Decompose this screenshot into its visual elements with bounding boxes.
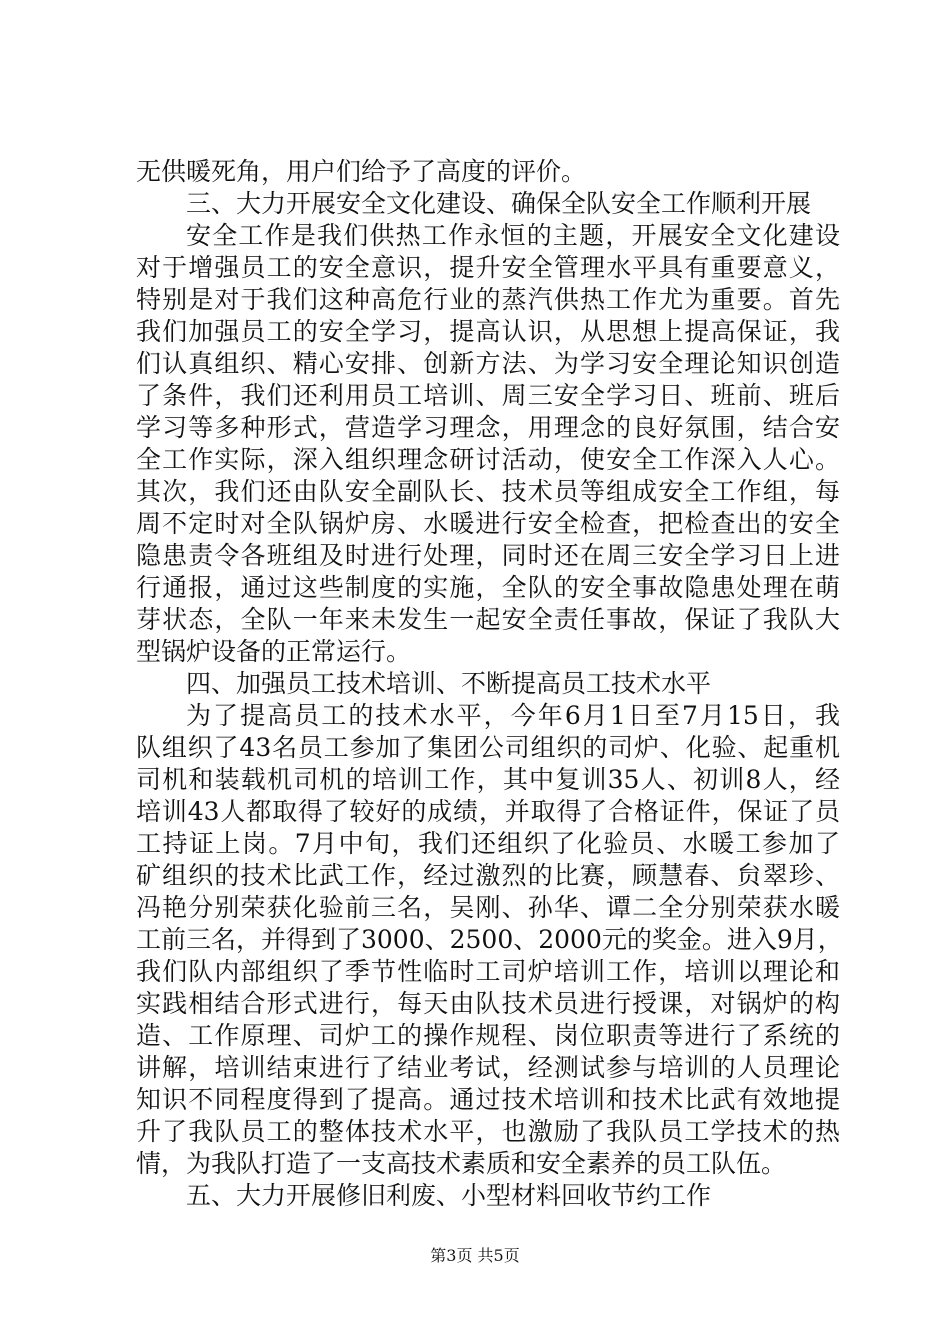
text-line: 讲解，培训结束进行了结业考试，经测试参与培训的人员理论 xyxy=(136,1053,840,1082)
text-line: 了条件，我们还利用员工培训、周三安全学习日、班前、班后 xyxy=(136,381,840,410)
text-line: 全工作实际，深入组织理念研讨活动，使安全工作深入人心。 xyxy=(136,445,840,474)
text-line: 冯艳分别荣获化验前三名，吴刚、孙华、谭二全分别荣获水暖 xyxy=(136,893,840,922)
text-line: 安全工作是我们供热工作永恒的主题，开展安全文化建设 xyxy=(186,221,840,250)
text-line: 知识不同程度得到了提高。通过技术培训和技术比武有效地提 xyxy=(136,1085,840,1114)
page-number: 第3页 共5页 xyxy=(430,1246,520,1265)
text-line: 们认真组织、精心安排、创新方法、为学习安全理论知识创造 xyxy=(136,349,840,378)
text-line: 工持证上岗。7月中旬，我们还组织了化验员、水暖工参加了 xyxy=(136,829,840,858)
text-line: 无供暖死角，用户们给予了高度的评价。 xyxy=(136,157,587,186)
text-line: 情，为我队打造了一支高技术素质和安全素养的员工队伍。 xyxy=(136,1149,787,1178)
text-line: 芽状态，全队一年来未发生一起安全责任事故，保证了我队大 xyxy=(136,605,840,634)
text-line: 周不定时对全队锅炉房、水暖进行安全检查，把检查出的安全 xyxy=(136,509,840,538)
text-line: 造、工作原理、司炉工的操作规程、岗位职责等进行了系统的 xyxy=(136,1021,840,1050)
text-line: 升了我队员工的整体技术水平，也激励了我队员工学技术的热 xyxy=(136,1117,840,1146)
text-line: 型锅炉设备的正常运行。 xyxy=(136,637,412,666)
text-line: 学习等多种形式，营造学习理念，用理念的良好氛围，结合安 xyxy=(136,413,840,442)
text-line: 行通报，通过这些制度的实施，全队的安全事故隐患处理在萌 xyxy=(136,573,840,602)
section-heading: 四、加强员工技术培训、不断提高员工技术水平 xyxy=(186,669,712,698)
text-line: 我们加强员工的安全学习，提高认识，从思想上提高保证，我 xyxy=(136,317,840,346)
text-line: 我们队内部组织了季节性临时工司炉培训工作，培训以理论和 xyxy=(136,957,840,986)
page-footer xyxy=(0,1243,950,1266)
text-line: 矿组织的技术比武工作，经过激烈的比赛，顾慧春、贠翠珍、 xyxy=(136,861,840,890)
text-line: 培训43人都取得了较好的成绩，并取得了合格证件，保证了员 xyxy=(136,797,840,826)
text-line: 对于增强员工的安全意识，提升安全管理水平具有重要意义， xyxy=(136,253,840,282)
text-line: 隐患责令各班组及时进行处理，同时还在周三安全学习日上进 xyxy=(136,541,840,570)
section-heading: 五、大力开展修旧利废、小型材料回收节约工作 xyxy=(186,1181,712,1210)
text-line: 其次，我们还由队安全副队长、技术员等组成安全工作组，每 xyxy=(136,477,840,506)
body-text xyxy=(136,156,843,1212)
text-line: 队组织了43名员工参加了集团公司组织的司炉、化验、起重机 xyxy=(136,733,840,762)
text-line: 实践相结合形式进行，每天由队技术员进行授课，对锅炉的构 xyxy=(136,989,840,1018)
text-line: 工前三名，并得到了3000、2500、2000元的奖金。进入9月， xyxy=(136,925,843,954)
text-line: 特别是对于我们这种高危行业的蒸汽供热工作尤为重要。首先 xyxy=(136,285,840,314)
section-heading: 三、大力开展安全文化建设、确保全队安全工作顺利开展 xyxy=(186,189,812,218)
text-line: 司机和装载机司机的培训工作，其中复训35人、初训8人，经 xyxy=(136,765,840,794)
text-line: 为了提高员工的技术水平，今年6月1日至7月15日，我 xyxy=(186,701,840,730)
